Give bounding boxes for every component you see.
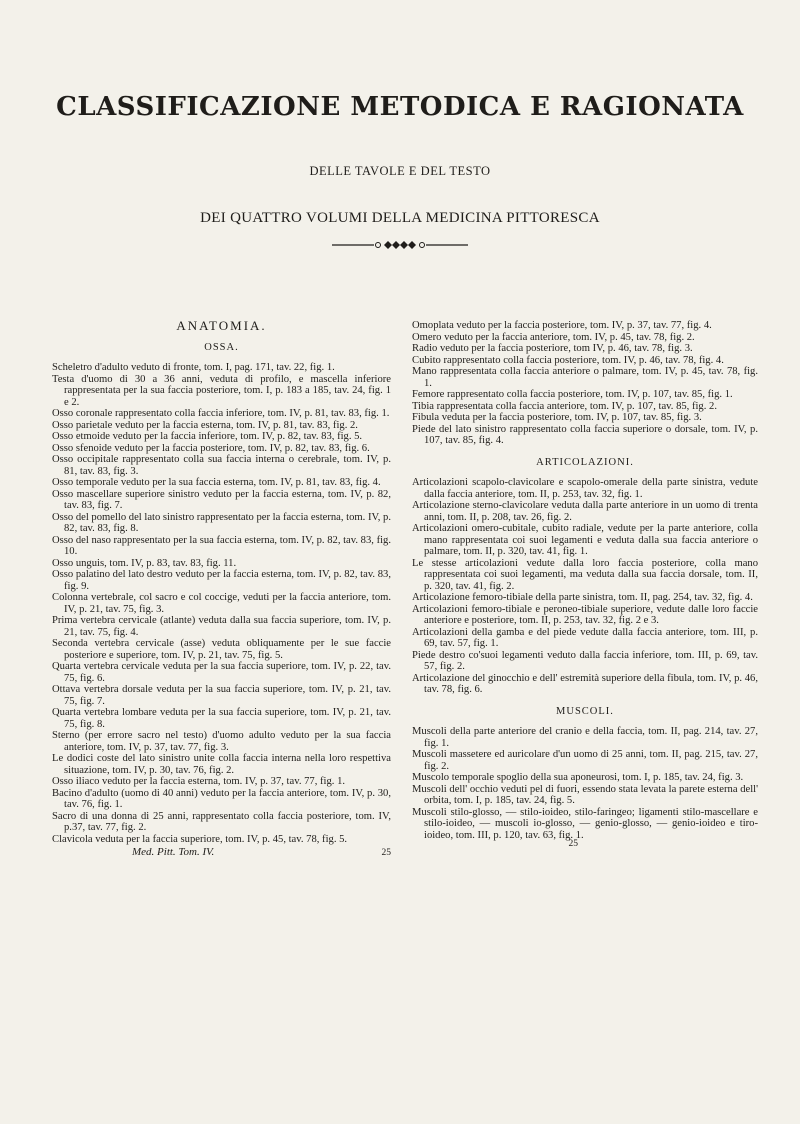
index-entry: Articolazione sterno-clavicolare veduta dalla parte anteriore in un uomo di trenta anni, tom. II, p. 208, tav. 26, fig. 2.: [412, 500, 758, 523]
index-entry: Sacro di una donna di 25 anni, rappresentato colla faccia posteriore, tom. IV, p.37, tav. 77, fig. 2.: [52, 810, 391, 833]
subtitle: DELLE TAVOLE E DEL TESTO: [309, 164, 491, 178]
index-entry: Articolazioni femoro-tibiale e peroneo-tibiale superiore, vedute dalle loro faccie anteriore e posteriore, tom. II, p. 253, tav. 32, fig. 2 e 3.: [412, 603, 758, 626]
index-entry: Osso etmoide veduto per la faccia inferiore, tom. IV, p. 82, tav. 83, fig. 5.: [52, 431, 363, 442]
index-entry: Osso sfenoide veduto per la faccia posteriore, tom. IV, p. 82, tav. 83, fig. 6.: [52, 442, 370, 454]
index-entry: Piede destro co'suoi legamenti veduto dalla faccia inferiore, tom. III, p. 69, tav. 57, fig. 2.: [412, 649, 758, 672]
index-entry: Tibia rappresentata colla faccia anteriore, tom. IV, p. 107, tav. 85, fig. 2.: [412, 400, 717, 412]
index-entry: Osso temporale veduto per la sua faccia esterna, tom. IV, p. 81, tav. 83, fig. 4.: [52, 477, 381, 488]
subtitle-2: DEI QUATTRO VOLUMI DELLA MEDICINA PITTORESCA: [200, 210, 600, 226]
page-number: 25: [381, 848, 391, 858]
index-entry: Ottava vertebra dorsale veduta per la sua faccia superiore, tom. IV, p. 21, tav. 75, fig. 7.: [52, 684, 391, 707]
index-entry: Muscoli stilo-glosso, — stilo-ioideo, stilo-faringeo; ligamenti stilo-mascellare e stilo-ioideo, — muscoli io-glosso, — genio-glosso, — genio-ioideo e tiro-ioideo, tom. III, p. 120, tav. 63, fig. 1.: [412, 806, 758, 841]
main-title: CLASSIFICAZIONE METODICA E RAGIONATA: [56, 92, 744, 122]
section-ossa: OSSA.: [204, 341, 239, 353]
index-entry: Osso unguis, tom. IV, p. 83, tav. 83, fig. 11.: [52, 557, 237, 569]
index-entry: Colonna vertebrale, col sacro e col coccige, veduti per la faccia anteriore, tom. IV, p. 21, tav. 75, fig. 3.: [52, 592, 391, 615]
section-articolazioni: ARTICOLAZIONI.: [536, 456, 634, 468]
index-entry: Osso iliaco veduto per la faccia esterna, tom. IV, p. 37, tav. 77, fig. 1.: [52, 776, 346, 787]
index-entry: Radio veduto per la faccia posteriore, tom IV, p. 46, tav. 78, fig. 3.: [412, 343, 693, 354]
muscoli-list: [412, 726, 758, 841]
index-entry: Osso del naso rappresentato per la sua faccia esterna, tom. IV, p. 82, tav. 83, fig. 10.: [52, 534, 391, 557]
index-entry: Articolazione femoro-tibiale della parte sinistra, tom. II, pag. 254, tav. 32, fig. 4.: [412, 592, 753, 603]
section-muscoli: MUSCOLI.: [556, 705, 614, 717]
index-entry: Cubito rappresentato colla faccia posteriore, tom. IV, p. 46, tav. 78, fig. 4.: [412, 354, 724, 366]
index-entry: Omero veduto per la faccia anteriore, tom. IV, p. 45, tav. 78, fig. 2.: [412, 331, 695, 343]
signature-mark: 25: [568, 839, 578, 849]
index-entry: Sterno (per errore sacro nel testo) d'uomo adulto veduto per la sua faccia anteriore, tom. IV, p. 37, tav. 77, fig. 3.: [52, 730, 391, 753]
index-entry: Articolazioni della gamba e del piede vedute dalla faccia anteriore, tom. III, p. 69, tav. 57, fig. 1.: [412, 626, 758, 649]
right-column: [412, 320, 758, 851]
page-footer: [52, 847, 391, 860]
index-entry: Osso del pomello del lato sinistro rappresentato per la faccia esterna, tom. IV, p. 82, tav. 83, fig. 8.: [52, 511, 391, 534]
index-entry: Piede del lato sinistro rappresentato colla faccia superiore o dorsale, tom. IV, p. 107, tav. 85, fig. 4.: [412, 423, 758, 446]
index-entry: Omoplata veduto per la faccia posteriore, tom. IV, p. 37, tav. 77, fig. 4.: [412, 320, 712, 331]
index-entry: Prima vertebra cervicale (atlante) veduta dalla sua faccia superiore, tom. IV, p. 21, tav. 75, fig. 4.: [52, 615, 391, 638]
index-entry: Seconda vertebra cervicale (asse) veduta obliquamente per le sue faccie posteriore e superiore, tom. IV, p. 21, tav. 75, fig. 5.: [52, 638, 391, 661]
index-entry: Mano rappresentata colla faccia anteriore o palmare, tom. IV, p. 45, tav. 78, fig. 1.: [412, 366, 758, 389]
index-entry: Osso palatino del lato destro veduto per la faccia esterna, tom. IV, p. 82, tav. 83, fig. 9.: [52, 569, 391, 592]
index-entry: Quarta vertebra cervicale veduta per la sua faccia superiore, tom. IV, p. 22, tav. 75, fig. 6.: [52, 661, 391, 684]
bones-list-continued: [412, 320, 758, 447]
index-entry: Articolazione del ginocchio e dell' estremità superiore della fibula, tom. IV, p. 46, tav. 78, fig. 6.: [412, 672, 758, 695]
index-entry: Quarta vertebra lombare veduta per la sua faccia superiore, tom. IV, p. 21, tav. 75, fig. 8.: [52, 707, 391, 730]
ornament-divider: [330, 238, 470, 252]
index-entry: Muscoli masseterе ed auricolare d'un uomo di 25 anni, tom. II, pag. 215, tav. 27, fig. 2.: [412, 749, 758, 772]
index-entry: Osso mascellare superiore sinistro veduto per la faccia esterna, tom. IV, p. 82, tav. 83, fig. 7.: [52, 488, 391, 511]
index-entry: Testa d'uomo di 30 a 36 anni, veduta di profilo, e mascella inferiore rappresentata per la sua faccia posteriore, tom. I, p. 183 a 185, tav. 24, fig. 1 e 2.: [52, 373, 391, 408]
bones-list: [52, 362, 391, 845]
index-entry: Muscoli dell' occhio veduti pel di fuori, essendo stata levata la parete esterna dell' orbita, tom. I, p. 185, tav. 24, fig. 5.: [412, 783, 758, 806]
left-column: [52, 320, 391, 860]
index-entry: Muscolo temporale spoglio della sua aponeurosi, tom. I, p. 185, tav. 24, fig. 3.: [412, 772, 744, 783]
index-entry: Osso parietale veduto per la faccia esterna, tom. IV, p. 81, tav. 83, fig. 2.: [52, 419, 358, 431]
articolazioni-list: [412, 477, 758, 696]
index-entry: Bacino d'adulto (uomo di 40 anni) veduto per la faccia anteriore, tom. IV, p. 30, tav. 76, fig. 1.: [52, 787, 391, 810]
index-entry: Le stesse articolazioni vedute dalla loro faccia posteriore, colla mano rappresentata coi suoi legamenti, ma veduta dalla sua faccia dorsale, tom. II, p. 320, tav. 41, fig. 2.: [412, 557, 758, 592]
index-entry: Articolazioni omero-cubitale, cubito radiale, vedute per la parte anteriore, colla mano rappresentata coi suoi legamenti e veduta dalla sua faccia anteriore o palmare, tom. II, p. 320, tav. 41, fig. 1.: [412, 523, 758, 557]
index-entry: Osso occipitale rappresentato colla sua faccia interna o cerebrale, tom. IV, p. 81, tav. 83, fig. 3.: [52, 454, 391, 477]
index-entry: Muscoli della parte anteriore del cranio e della faccia, tom. II, pag. 214, tav. 27, fig. 1.: [412, 726, 758, 749]
section-anatomia: ANATOMIA.: [176, 318, 267, 333]
index-entry: Clavicola veduta per la faccia superiore, tom. IV, p. 45, tav. 78, fig. 5.: [52, 833, 348, 845]
index-entry: Fibula veduta per la faccia posteriore, tom. IV, p. 107, tav. 85, fig. 3.: [412, 412, 702, 423]
index-entry: Le dodici coste del lato sinistro unite colla faccia interna nella loro respettiva situazione, tom. IV, p. 30, tav. 76, fig. 2.: [52, 753, 391, 776]
index-entry: Femore rappresentato colla faccia posteriore, tom. IV, p. 107, tav. 85, fig. 1.: [412, 389, 733, 400]
index-entry: Scheletro d'adulto veduto di fronte, tom. I, pag. 171, tav. 22, fig. 1.: [52, 362, 335, 373]
footer-text: Med. Pitt. Tom. IV.: [132, 846, 215, 858]
index-entry: Osso coronale rappresentato colla faccia inferiore, tom. IV, p. 81, tav. 83, fig. 1.: [52, 408, 390, 419]
index-entry: Articolazioni scapolo-clavicolare e scapolo-omerale della parte sinistra, vedute dalla faccia anteriore, tom. II, p. 253, tav. 32, fig. 1.: [412, 477, 758, 500]
